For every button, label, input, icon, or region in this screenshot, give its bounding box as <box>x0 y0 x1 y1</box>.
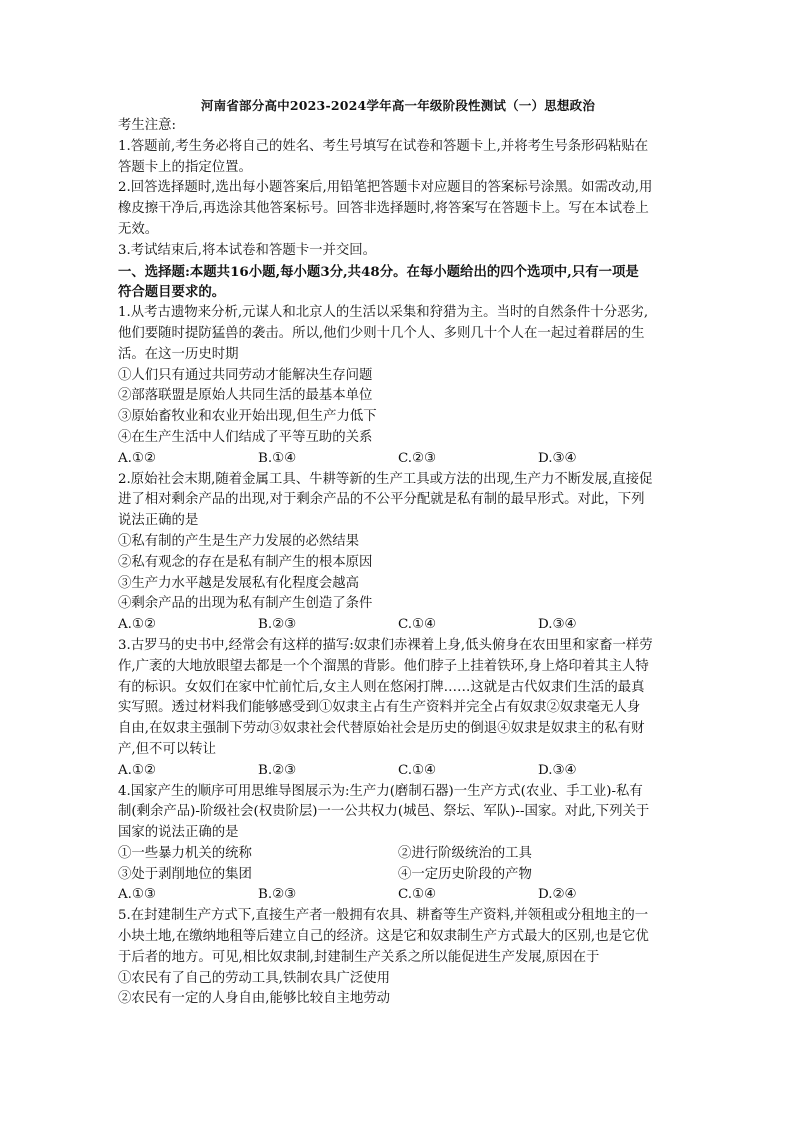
option-b: B.②③ <box>258 762 297 778</box>
question-4 <box>118 782 678 907</box>
statement-item: ②进行阶级统治的工具 <box>398 845 532 861</box>
statement-item: ①农民有了自己的劳动工具,铁制农具广泛使用 <box>118 970 391 986</box>
option-c: C.①④ <box>398 617 437 633</box>
question-stem: 2.原始社会末期,随着金属工具、牛耕等新的生产工具或方法的出现,生产力不断发展,直接促 <box>118 471 653 487</box>
question-stem: 自由,在奴隶主强制下劳动③奴隶社会代替原始社会是历史的倒退④奴隶是奴隶主的私有财 <box>118 721 645 737</box>
question-stem: 3.古罗马的史书中,经常会有这样的描写:奴隶们赤裸着上身,低头俯身在农田里和家畜一样劳 <box>118 637 653 653</box>
answer-options <box>118 449 678 470</box>
notice-line: 2.回答选择题时,选出每小题答案后,用铅笔把答题卡对应题目的答案标号涂黑。如需改动,用 <box>118 180 653 196</box>
question-stem: 1.从考古遗物来分析,元谋人和北京人的生活以采集和狩猎为主。当时的自然条件十分恶劣, <box>118 305 649 321</box>
question-stem: 产,但不可以转让 <box>118 741 216 757</box>
question-stem: 有的标识。女奴们在家中忙前忙后,女主人则在悠闲打牌……这就是古代奴隶们生活的最真 <box>118 679 645 695</box>
answer-options <box>118 615 678 636</box>
statement-item: ③原始畜牧业和农业开始出现,但生产力低下 <box>118 409 377 425</box>
option-a: A.①③ <box>118 887 156 903</box>
exam-content <box>118 116 678 1010</box>
question-stem: 实写照。透过材料我们能够感受到①奴隶主占有生产资料并完全占有奴隶②奴隶毫无人身 <box>118 700 641 716</box>
question-stem: 国家的说法正确的是 <box>118 825 239 841</box>
statement-item: ④一定历史阶段的产物 <box>398 866 532 882</box>
section-heading: 一、选择题:本题共16小题,每小题3分,共48分。在每小题给出的四个选项中,只有一项是 <box>118 263 639 280</box>
question-stem: 小块土地,在缴纳地租等后建立自己的经济。这是它和奴隶制生产方式最大的区别,也是它优 <box>118 929 649 945</box>
question-stem: 活。在这一历史时期 <box>118 346 239 362</box>
option-a: A.①② <box>118 617 156 633</box>
option-c: C.①④ <box>398 887 437 903</box>
question-2 <box>118 470 678 636</box>
statement-item: ②部落联盟是原始人共同生活的最基本单位 <box>118 388 373 404</box>
statement-item: ②农民有一定的人身自由,能够比较自主地劳动 <box>118 991 391 1007</box>
option-d: D.③④ <box>538 450 577 466</box>
statement-item: ②私有观念的存在是私有制产生的根本原因 <box>118 554 373 570</box>
question-stem: 作,广袤的大地放眼望去都是一个个溜黑的背影。他们脖子上挂着铁环,身上烙印着其主人特 <box>118 658 649 674</box>
option-c: C.②③ <box>398 450 437 466</box>
question-stem: 说法正确的是 <box>118 513 199 529</box>
question-stem: 进了相对剩余产品的出现,对于剩余产品的不公平分配就是私有制的最早形式。对此，下列 <box>118 492 645 508</box>
notice-heading: 考生注意: <box>118 118 177 133</box>
statement-item: ①人们只有通过共同劳动才能解决生存问题 <box>118 367 373 383</box>
option-b: B.①④ <box>258 450 297 466</box>
question-stem: 于后者的地方。可见,相比奴隶制,封建制生产关系之所以能促进生产发展,原因在于 <box>118 949 600 965</box>
question-5 <box>118 906 678 1010</box>
statement-item: ①私有制的产生是生产力发展的必然结果 <box>118 533 360 549</box>
option-d: D.③④ <box>538 762 577 778</box>
notice-line: 橡皮擦干净后,再选涂其他答案标号。回答非选择题时,将答案写在答题卡上。写在本试卷上 <box>118 201 649 217</box>
statement-item: ③生产力水平越是发展私有化程度会越高 <box>118 575 360 591</box>
option-a: A.①② <box>118 450 156 466</box>
option-d: D.③④ <box>538 617 577 633</box>
statement-item: ①一些暴力机关的统称 <box>118 845 252 861</box>
statement-item: ④在生产生活中人们结成了平等互助的关系 <box>118 429 373 445</box>
option-a: A.①② <box>118 762 156 778</box>
statement-row <box>118 844 678 865</box>
question-1 <box>118 303 678 469</box>
option-c: C.①④ <box>398 762 437 778</box>
option-b: B.②③ <box>258 617 297 633</box>
answer-options <box>118 885 678 906</box>
option-b: B.②③ <box>258 887 297 903</box>
notice-line: 答题卡上的指定位置。 <box>118 159 252 175</box>
page-title: 河南省部分高中2023-2024学年高一年级阶段性测试（一）思想政治 <box>200 98 596 113</box>
question-stem: 4.国家产生的顺序可用思维导图展示为:生产力(磨制石器)一生产方式(农业、手工业)-私有 <box>118 783 643 799</box>
question-stem: 5.在封建制生产方式下,直接生产者一般拥有农具、耕畜等生产资料,并领租或分租地主的一 <box>118 908 649 924</box>
notice-line: 1.答题前,考生务必将自己的姓名、考生号填写在试卷和答题卡上,并将考生号条形码粘贴在 <box>118 138 649 154</box>
question-3 <box>118 636 678 782</box>
option-d: D.②④ <box>538 887 577 903</box>
answer-options <box>118 761 678 782</box>
question-stem: 制(剩余产品)-阶级社会(权贵阶层)一一公共权力(城邑、祭坛、军队)--国家。对此,下列关于 <box>118 804 650 820</box>
question-stem: 他们要随时提防猛兽的袭击。所以,他们少则十几个人、多则几十个人在一起过着群居的生 <box>118 325 645 341</box>
statement-item: ④剩余产品的出现为私有制产生创造了条件 <box>118 596 373 612</box>
notice-line: 3.考试结束后,将本试卷和答题卡一并交回。 <box>118 242 377 258</box>
statement-item: ③处于剥削地位的集团 <box>118 866 252 882</box>
section-heading: 符合题目要求的。 <box>118 284 226 301</box>
statement-row <box>118 865 678 886</box>
notice-line: 无效。 <box>118 221 159 237</box>
